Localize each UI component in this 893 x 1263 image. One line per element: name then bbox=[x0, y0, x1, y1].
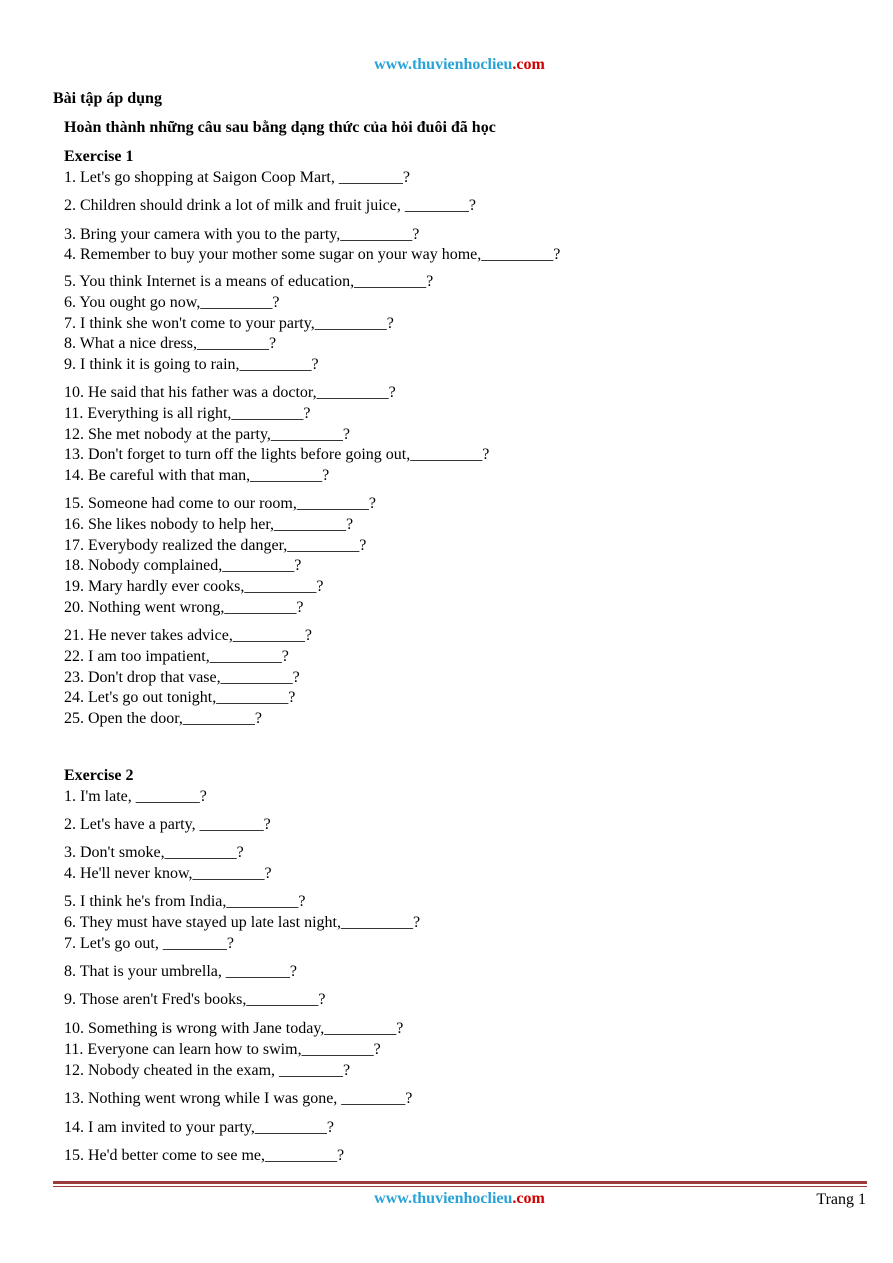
question-item: 14. I am invited to your party,_________? bbox=[64, 1119, 335, 1136]
question-item: 10. Something is wrong with Jane today,_________? bbox=[64, 1020, 404, 1037]
question-item: 8. What a nice dress,_________? bbox=[64, 335, 277, 352]
question-item: 1. Let's go shopping at Saigon Coop Mart, ________? bbox=[64, 169, 410, 186]
question-item: 21. He never takes advice,_________? bbox=[64, 627, 312, 644]
question-item: 6. They must have stayed up late last night,_________? bbox=[64, 914, 421, 931]
question-item: 23. Don't drop that vase,_________? bbox=[64, 669, 300, 686]
question-item: 9. I think it is going to rain,_________? bbox=[64, 356, 319, 373]
header-website-link[interactable] bbox=[13, 56, 893, 74]
question-item: 1. I'm late, ________? bbox=[64, 788, 207, 805]
footer-divider-thick bbox=[53, 1181, 867, 1184]
question-item: 7. I think she won't come to your party,_________? bbox=[64, 315, 394, 332]
question-item: 10. He said that his father was a doctor,_________? bbox=[64, 384, 396, 401]
page-number: Trang 1 bbox=[816, 1191, 866, 1208]
footer-website-link[interactable] bbox=[13, 1190, 893, 1208]
question-item: 25. Open the door,_________? bbox=[64, 710, 262, 727]
question-item: 9. Those aren't Fred's books,_________? bbox=[64, 991, 326, 1008]
question-item: 4. Remember to buy your mother some sugar on your way home,_________? bbox=[64, 246, 561, 263]
header-site-domain: www.thuvienhoclieu bbox=[374, 56, 513, 73]
footer-site-tld: .com bbox=[512, 1190, 545, 1207]
question-item: 12. She met nobody at the party,_________? bbox=[64, 426, 351, 443]
question-item: 12. Nobody cheated in the exam, ________? bbox=[64, 1062, 351, 1079]
question-item: 15. He'd better come to see me,_________? bbox=[64, 1147, 345, 1164]
question-item: 8. That is your umbrella, ________? bbox=[64, 963, 297, 980]
question-item: 14. Be careful with that man,_________? bbox=[64, 467, 330, 484]
exercise-2-title: Exercise 2 bbox=[64, 767, 134, 784]
page-heading: Bài tập áp dụng bbox=[53, 90, 162, 107]
question-item: 2. Children should drink a lot of milk and fruit juice, ________? bbox=[64, 197, 476, 214]
question-item: 20. Nothing went wrong,_________? bbox=[64, 599, 304, 616]
question-item: 4. He'll never know,_________? bbox=[64, 865, 272, 882]
question-item: 2. Let's have a party, ________? bbox=[64, 816, 271, 833]
question-item: 3. Bring your camera with you to the party,_________? bbox=[64, 226, 420, 243]
exercise-1-title: Exercise 1 bbox=[64, 148, 134, 165]
question-item: 19. Mary hardly ever cooks,_________? bbox=[64, 578, 324, 595]
question-item: 5. I think he's from India,_________? bbox=[64, 893, 306, 910]
question-item: 13. Nothing went wrong while I was gone, ________? bbox=[64, 1090, 413, 1107]
footer-site-domain: www.thuvienhoclieu bbox=[374, 1190, 513, 1207]
question-item: 5. You think Internet is a means of education,_________? bbox=[64, 273, 434, 290]
header-site-tld: .com bbox=[512, 56, 545, 73]
instruction: Hoàn thành những câu sau bằng dạng thức của hỏi đuôi đã học bbox=[64, 119, 496, 136]
question-item: 18. Nobody complained,_________? bbox=[64, 557, 302, 574]
question-item: 3. Don't smoke,_________? bbox=[64, 844, 244, 861]
question-item: 22. I am too impatient,_________? bbox=[64, 648, 289, 665]
footer-divider-thin bbox=[53, 1186, 867, 1187]
question-item: 17. Everybody realized the danger,_________? bbox=[64, 537, 367, 554]
question-item: 7. Let's go out, ________? bbox=[64, 935, 234, 952]
question-item: 13. Don't forget to turn off the lights before going out,_________? bbox=[64, 446, 490, 463]
question-item: 11. Everything is all right,_________? bbox=[64, 405, 311, 422]
question-item: 16. She likes nobody to help her,_________? bbox=[64, 516, 354, 533]
question-item: 24. Let's go out tonight,_________? bbox=[64, 689, 296, 706]
question-item: 11. Everyone can learn how to swim,_________? bbox=[64, 1041, 381, 1058]
question-item: 6. You ought go now,_________? bbox=[64, 294, 280, 311]
question-item: 15. Someone had come to our room,_________? bbox=[64, 495, 376, 512]
